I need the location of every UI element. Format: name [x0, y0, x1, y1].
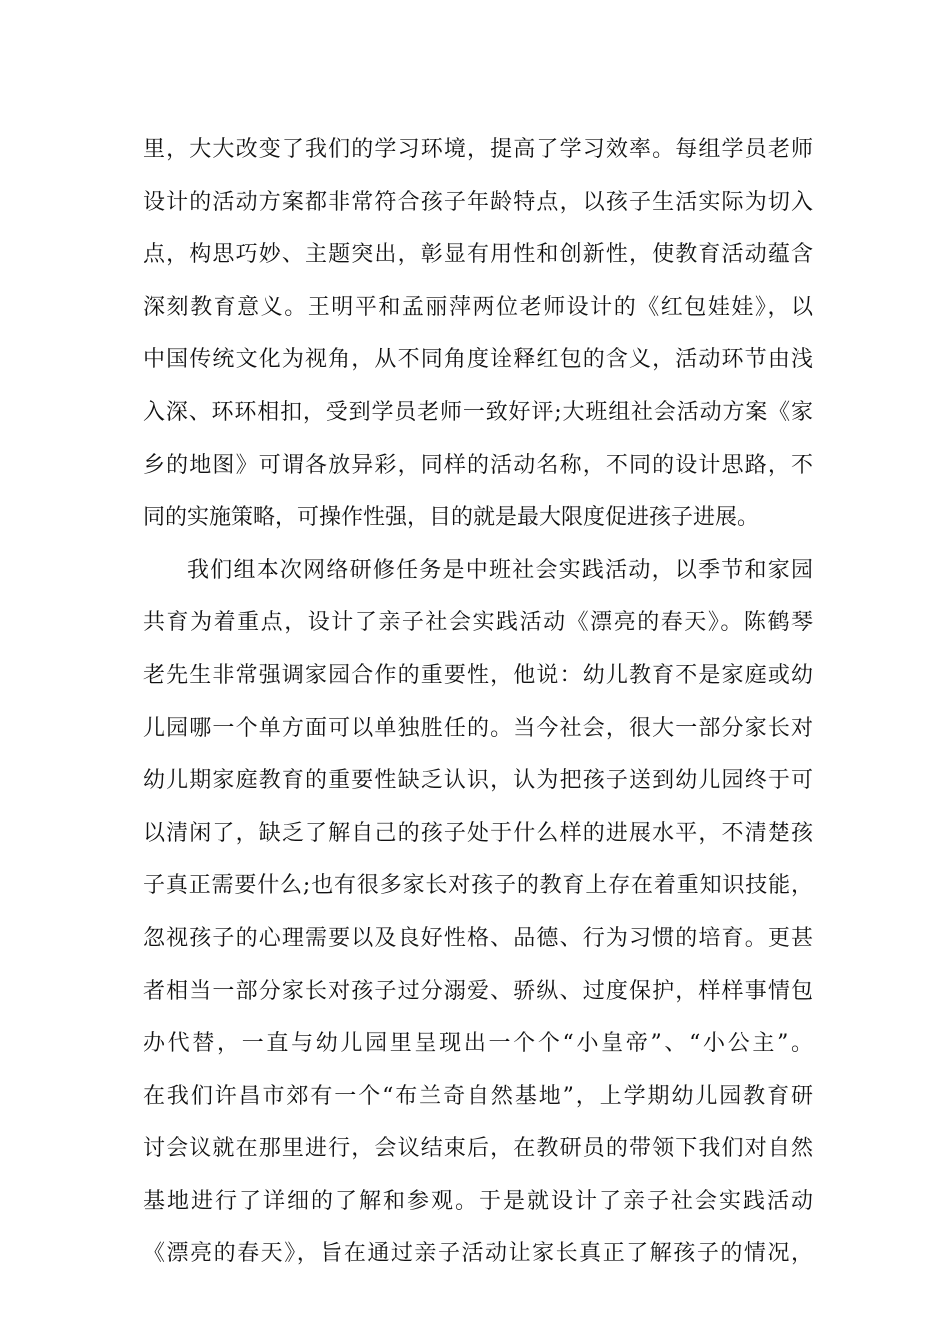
text-line: 入深、环环相扣，受到学员老师一致好评;大班组社会活动方案《家: [143, 399, 813, 425]
text-line: 同的实施策略，可操作性强，目的就是最大限度促进孩子进展。: [143, 505, 760, 531]
text-line: 《漂亮的春天》，旨在通过亲子活动让家长真正了解孩子的情况，: [143, 1241, 813, 1267]
body-text: [143, 124, 813, 1281]
text-line: 乡的地图》可谓各放异彩，同样的活动名称，不同的设计思路，不: [143, 452, 813, 478]
text-line: 者相当一部分家长对孩子过分溺爱、骄纵、过度保护，样样事情包: [143, 978, 813, 1004]
paragraph-start-line: 我们组本次网络研修任务是中班社会实践活动，以季节和家园: [187, 557, 813, 583]
text-line: 中国传统文化为视角，从不同角度诠释红包的含义，活动环节由浅: [143, 347, 813, 373]
text-line: 儿园哪一个单方面可以单独胜任的。当今社会，很大一部分家长对: [143, 715, 813, 741]
text-line: 共育为着重点，设计了亲子社会实践活动《漂亮的春天》。陈鹤琴: [143, 610, 813, 636]
text-line: 以清闲了，缺乏了解自己的孩子处于什么样的进展水平，不清楚孩: [143, 820, 813, 846]
text-line: 在我们许昌市郊有一个“布兰奇自然基地”，上学期幼儿园教育研: [143, 1083, 813, 1109]
text-line: 忽视孩子的心理需要以及良好性格、品德、行为习惯的培育。更甚: [143, 925, 813, 951]
text-line: 里，大大改变了我们的学习环境，提高了学习效率。每组学员老师: [143, 137, 813, 162]
text-line: 子真正需要什么;也有很多家长对孩子的教育上存在着重知识技能，: [143, 873, 813, 899]
text-line: 设计的活动方案都非常符合孩子年龄特点，以孩子生活实际为切入: [143, 189, 813, 215]
text-line: 深刻教育意义。王明平和孟丽萍两位老师设计的《红包娃娃》，以: [143, 294, 813, 320]
text-line: 讨会议就在那里进行，会议结束后，在教研员的带领下我们对自然: [143, 1136, 813, 1162]
text-line: 点，构思巧妙、主题突出，彰显有用性和创新性，使教育活动蕴含: [143, 242, 813, 268]
text-line: 基地进行了详细的了解和参观。于是就设计了亲子社会实践活动: [143, 1188, 813, 1214]
text-line: 办代替，一直与幼儿园里呈现出一个个“小皇帝”、“小公主”。: [143, 1031, 813, 1057]
text-line: 老先生非常强调家园合作的重要性，他说：幼儿教育不是家庭或幼: [143, 662, 813, 688]
text-line: 幼儿期家庭教育的重要性缺乏认识，认为把孩子送到幼儿园终于可: [143, 768, 813, 794]
